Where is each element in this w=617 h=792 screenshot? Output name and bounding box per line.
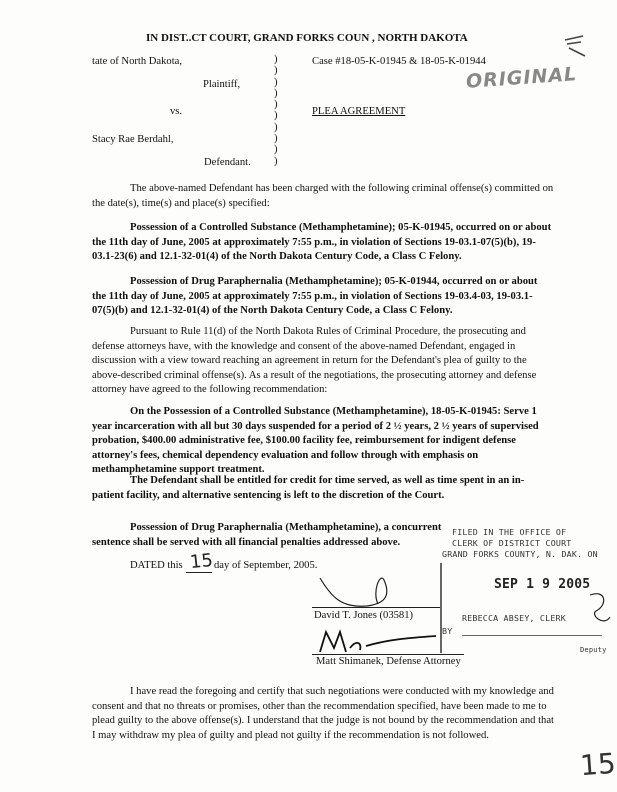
clerk-initials <box>586 587 614 633</box>
dated-prefix: DATED this <box>130 560 183 571</box>
plaintiff-name: tate of North Dakota, <box>92 56 183 67</box>
charge-two-paragraph: Possession of Drug Paraphernalia (Methamphetamine); 05-K-01944, occurred on or about the 11th day of June, 2005 at approximately 7:55 p.m., in violation of Sections 19-03.4-03, 19-03.1-07(5)(b) and 12.1-32-01(4) of the North Dakota Century Code, a Class C Felony. <box>92 276 538 317</box>
paraphernalia-paragraph: Possession of Drug Paraphernalia (Methamphetamine), a concurrent sentence shall be served with all financial penalties addressed above. <box>92 522 442 548</box>
versus-label: vs. <box>170 106 183 117</box>
plaintiff-role: Plaintiff, <box>203 79 241 90</box>
filing-stamp <box>440 527 616 707</box>
stamp-clerk: REBECCA ABSEY, CLERK <box>462 613 566 623</box>
page-number: 15 <box>578 746 617 783</box>
stamp-deputy: Deputy <box>580 646 607 654</box>
stamp-date: SEP 1 9 2005 <box>494 577 591 592</box>
dated-day-line <box>186 572 212 573</box>
court-header: IN DIST..CT COURT, GRAND FORKS COUN , NORTH DAKOTA <box>146 32 468 44</box>
stamp-by-line <box>462 635 602 636</box>
stamp-line1: FILED IN THE OFFICE OF <box>452 527 567 537</box>
defendant-role: Defendant. <box>204 157 251 168</box>
charge-one-paragraph: Possession of a Controlled Substance (Methamphetamine); 05-K-01945, occurred on or about the 11th day of June, 2005 at approximately 7:55 p.m., in violation of Sections 19-03.1-07(5)(b), 19-03.1-23(6) and 12.1-32-01(4) of the North Dakota Century Code, a Class C Felony. <box>92 222 552 263</box>
dated-suffix: day of September, 2005. <box>214 560 318 571</box>
stamp-line2: CLERK OF DISTRICT COURT <box>452 538 572 548</box>
document-tab-icon <box>563 34 587 62</box>
prosecutor-signature-line <box>312 607 442 608</box>
recommendation-paragraph: On the Possession of a Controlled Substance (Methamphetamine), 18-05-K-01945: Serve 1 year incarceration with all but 30 days suspended for a period of 2 ½ years, 2 ½ years of supervised probation, $400.00 administrative fee, $100.00 facility fee, reimbursement for indigent defense attorney's fees, chemical dependency evaluation and follow through with emphasis on methamphetamine support treatment. <box>92 406 539 476</box>
stamp-by: BY <box>442 626 453 636</box>
stamp-left-rule <box>440 563 442 653</box>
certification-paragraph: I have read the foregoing and certify that such negotiations were conducted with my knowledge and consent and that no threats or promises, other than the recommendation specified, have been made to me to plead guilty to the above offense(s). I understand that the judge is not bound by the recommendation and that I may withdraw my plea of guilty and plead not guilty if the recommendation is not followed. <box>92 686 554 741</box>
defense-attorney-name: Matt Shimanek, Defense Attorney <box>316 656 461 667</box>
caption-divider: ) ) ) ) ) ) ) ) ) ) <box>274 54 278 167</box>
document-title: PLEA AGREEMENT <box>312 106 406 117</box>
prosecutor-name: David T. Jones (03581) <box>314 610 414 621</box>
original-stamp: ORIGINAL <box>465 63 578 93</box>
intro-paragraph: The above-named Defendant has been charged with the following criminal offense(s) committed on the date(s), time(s) and place(s) specified: <box>92 183 554 209</box>
rule-paragraph: Pursuant to Rule 11(d) of the North Dakota Rules of Criminal Procedure, the prosecuting and defense attorneys have, with the knowledge and consent of the above-named Defendant, engaged in discussion with a view toward reaching an agreement in return for the Defendant's plea of guilty to the above-described criminal offense(s). As a result of the negotiations, the prosecuting attorney and defense attorney have agreed to the following recommendation: <box>92 326 537 396</box>
case-number: Case #18-05-K-01945 & 18-05-K-01944 <box>312 56 486 67</box>
credit-paragraph: The Defendant shall be entitled for credit for time served, as well as time spent in an in-patient facility, and alternative sentencing is left to the discretion of the Court. <box>92 475 525 501</box>
dated-day: 15 <box>188 549 214 574</box>
stamp-line3: GRAND FORKS COUNTY, N. DAK. ON <box>442 549 598 559</box>
defendant-name: Stacy Rae Berdahl, <box>92 134 174 145</box>
